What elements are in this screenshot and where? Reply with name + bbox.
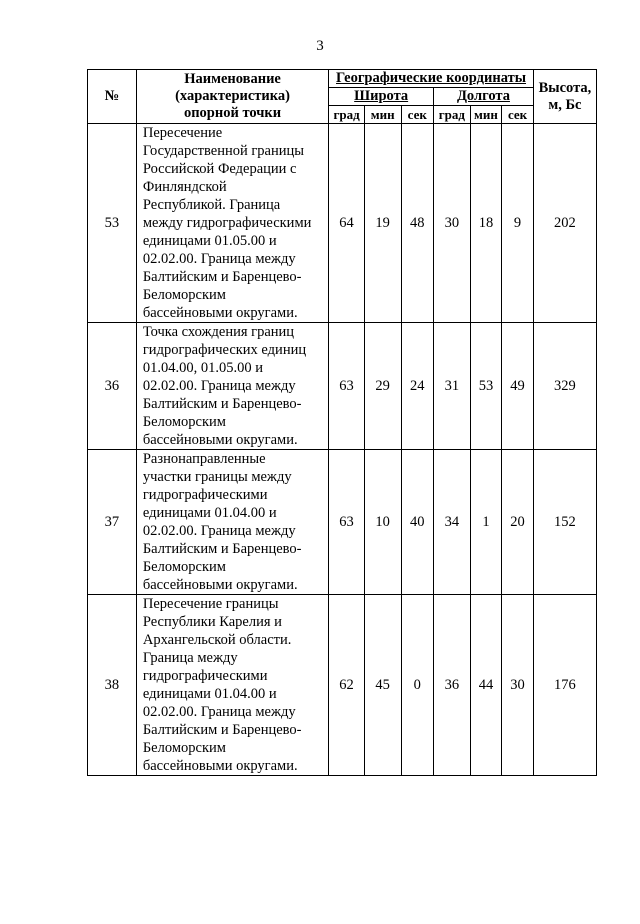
description-line: единицами 01.04.00 и xyxy=(142,686,277,702)
lon-deg-cell: 30 xyxy=(434,124,471,323)
description-line: гидрографическими xyxy=(142,487,268,503)
header-number: № xyxy=(88,70,137,124)
table-row xyxy=(88,595,597,776)
lon-deg-cell: 34 xyxy=(434,450,471,595)
header-name-line3: опорной точки xyxy=(183,105,282,121)
description-line: Республики Карелия и xyxy=(142,614,282,630)
point-description xyxy=(136,124,328,323)
header-lon-min: мин xyxy=(470,106,502,124)
height-cell: 329 xyxy=(533,323,596,450)
table-row xyxy=(88,323,597,450)
height-cell: 202 xyxy=(533,124,596,323)
lat-min-cell: 45 xyxy=(364,595,401,776)
description-line: 02.02.00. Граница между xyxy=(142,251,296,267)
description-line: гидрографическими xyxy=(142,668,268,684)
height-cell: 176 xyxy=(533,595,596,776)
header-geo-label: Географические координаты xyxy=(336,70,527,86)
description-line: 01.04.00, 01.05.00 и xyxy=(142,360,263,376)
header-lon-deg: град xyxy=(434,106,471,124)
lon-min-cell: 1 xyxy=(470,450,502,595)
description-line: Балтийским и Баренцево- xyxy=(142,722,302,738)
lat-deg-cell: 63 xyxy=(329,323,365,450)
description-line: Балтийским и Баренцево- xyxy=(142,541,302,557)
header-name xyxy=(136,70,328,124)
lat-deg-cell: 64 xyxy=(329,124,365,323)
header-height-line1: Высота, xyxy=(538,79,592,96)
description-line: единицами 01.05.00 и xyxy=(142,233,277,249)
header-lat-min: мин xyxy=(364,106,401,124)
header-longitude xyxy=(434,88,534,106)
description-line: Республикой. Граница xyxy=(142,197,281,213)
description-line: Российской Федерации с xyxy=(142,161,297,177)
header-height xyxy=(533,70,596,124)
description-line: Пересечение границы xyxy=(142,596,279,612)
description-line: единицами 01.04.00 и xyxy=(142,505,277,521)
height-cell: 152 xyxy=(533,450,596,595)
lat-sec-cell: 0 xyxy=(401,595,434,776)
lon-sec-cell: 20 xyxy=(502,450,534,595)
header-lat-sec: сек xyxy=(401,106,434,124)
description-line: гидрографических единиц xyxy=(142,342,307,358)
description-line: Государственной границы xyxy=(142,143,305,159)
table-row xyxy=(88,450,597,595)
header-latitude-label: Широта xyxy=(354,88,409,104)
description-line: Архангельской области. xyxy=(142,632,292,648)
description-line: Точка схождения границ xyxy=(142,324,295,340)
description-line: Финляндской xyxy=(142,179,227,195)
lat-min-cell: 19 xyxy=(364,124,401,323)
point-description xyxy=(136,323,328,450)
description-line: Беломорским xyxy=(142,414,226,430)
description-line: 02.02.00. Граница между xyxy=(142,378,296,394)
description-line: Беломорским xyxy=(142,287,226,303)
lon-sec-cell: 9 xyxy=(502,124,534,323)
header-height-line2: м, Бс xyxy=(548,96,582,113)
description-line: Балтийским и Баренцево- xyxy=(142,269,302,285)
description-line: участки границы между xyxy=(142,469,292,485)
header-lon-sec: сек xyxy=(502,106,534,124)
description-line: Граница между xyxy=(142,650,238,666)
lat-min-cell: 29 xyxy=(364,323,401,450)
lat-deg-cell: 62 xyxy=(329,595,365,776)
lat-sec-cell: 40 xyxy=(401,450,434,595)
lon-deg-cell: 36 xyxy=(434,595,471,776)
reference-points-table xyxy=(87,69,597,776)
header-name-line2: (характеристика) xyxy=(175,88,290,104)
description-line: Балтийским и Баренцево- xyxy=(142,396,302,412)
lat-min-cell: 10 xyxy=(364,450,401,595)
header-longitude-label: Долгота xyxy=(456,88,510,104)
lat-deg-cell: 63 xyxy=(329,450,365,595)
description-line: 02.02.00. Граница между xyxy=(142,704,296,720)
point-description xyxy=(136,595,328,776)
description-line: 02.02.00. Граница между xyxy=(142,523,296,539)
page-number: 3 xyxy=(316,38,324,54)
point-number: 53 xyxy=(88,124,137,323)
description-line: Разнонаправленные xyxy=(142,451,266,467)
lat-sec-cell: 48 xyxy=(401,124,434,323)
table-row xyxy=(88,124,597,323)
description-line: Беломорским xyxy=(142,740,226,756)
lon-deg-cell: 31 xyxy=(434,323,471,450)
description-line: бассейновыми округами. xyxy=(142,432,298,448)
lon-min-cell: 53 xyxy=(470,323,502,450)
description-line: Беломорским xyxy=(142,559,226,575)
lon-min-cell: 18 xyxy=(470,124,502,323)
point-number: 37 xyxy=(88,450,137,595)
description-line: бассейновыми округами. xyxy=(142,577,298,593)
header-latitude xyxy=(329,88,434,106)
lat-sec-cell: 24 xyxy=(401,323,434,450)
description-line: Пересечение xyxy=(142,125,223,141)
point-description xyxy=(136,450,328,595)
description-line: бассейновыми округами. xyxy=(142,758,298,774)
point-number: 36 xyxy=(88,323,137,450)
lon-min-cell: 44 xyxy=(470,595,502,776)
lon-sec-cell: 30 xyxy=(502,595,534,776)
lon-sec-cell: 49 xyxy=(502,323,534,450)
header-geo-coordinates xyxy=(329,70,534,88)
description-line: между гидрографическими xyxy=(142,215,312,231)
header-lat-deg: град xyxy=(329,106,365,124)
header-name-line1: Наименование xyxy=(184,71,281,87)
description-line: бассейновыми округами. xyxy=(142,305,298,321)
point-number: 38 xyxy=(88,595,137,776)
